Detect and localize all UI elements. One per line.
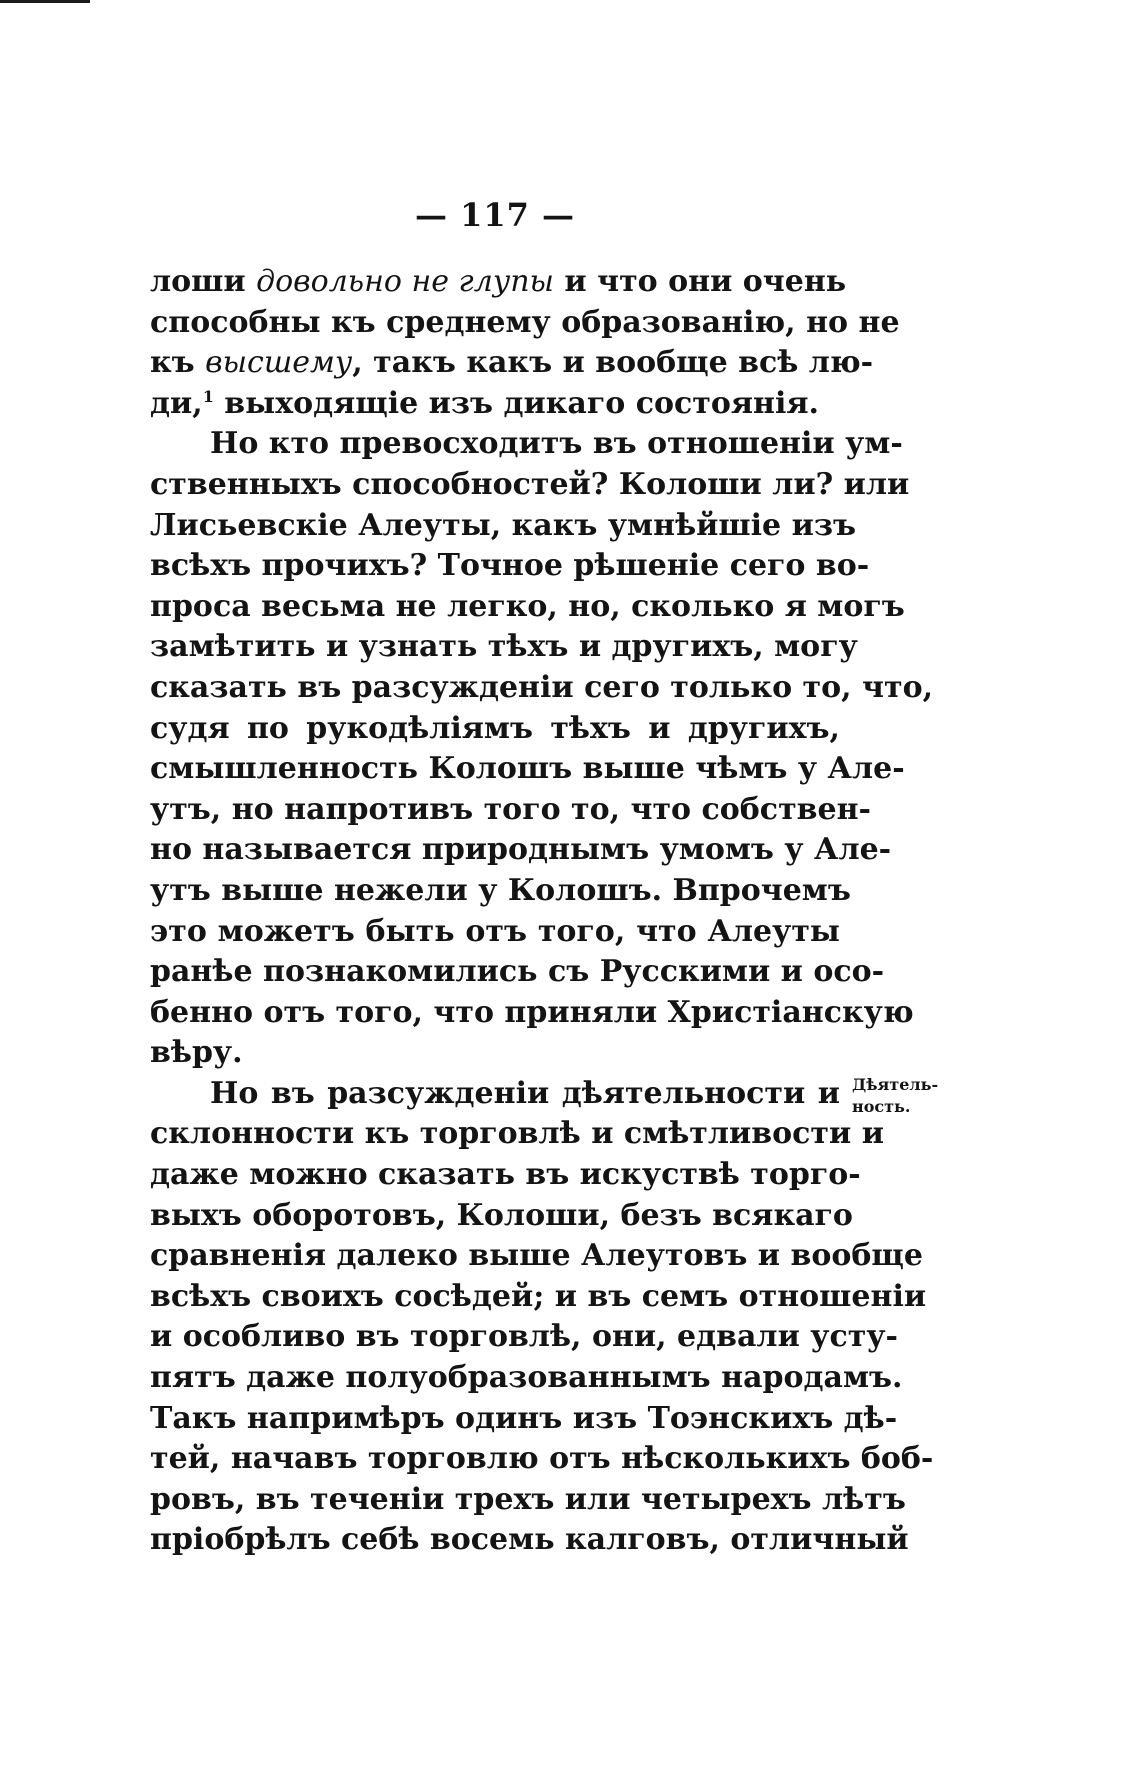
text-segment: вѣру. xyxy=(150,1035,243,1071)
text-line xyxy=(150,993,914,1034)
text-line xyxy=(150,587,905,628)
text-segment: всѣхъ прочихъ? Точное рѣшеніе сего во- xyxy=(150,548,870,584)
italic-text: довольно не глупы xyxy=(256,264,554,299)
text-line xyxy=(150,668,934,709)
italic-text: высшему xyxy=(205,345,353,381)
text-line xyxy=(150,1520,909,1561)
text-line xyxy=(150,424,903,465)
text-line xyxy=(150,1033,840,1074)
text-line xyxy=(150,1236,923,1277)
text-line xyxy=(150,790,871,831)
text-segment: Такъ напримѣръ одинъ изъ Тоэнскихъ дѣ- xyxy=(150,1400,898,1436)
text-line xyxy=(150,384,840,425)
text-line xyxy=(150,1399,898,1440)
text-segment: бенно отъ того, что приняли Христіанскую xyxy=(150,994,914,1030)
text-line xyxy=(150,627,858,668)
text-segment: сказать въ разсужденіи сего только то, что, xyxy=(150,669,934,705)
text-segment: утъ, но напротивъ того то, что собствен- xyxy=(150,791,871,827)
text-segment: склонности къ торговлѣ и смѣтливости и xyxy=(150,1116,884,1152)
text-segment: ственныхъ способностей? Колоши ли? или xyxy=(150,466,910,502)
text-segment: всѣхъ своихъ сосѣдей; и въ семъ отношеніи xyxy=(150,1278,927,1314)
text-line xyxy=(150,506,856,547)
text-segment: судя по рукодѣліямъ тѣхъ и другихъ, xyxy=(150,710,840,746)
text-line xyxy=(150,1196,853,1237)
text-segment: даже можно сказать въ искуствѣ торго- xyxy=(150,1157,861,1193)
text-line xyxy=(150,912,840,953)
text-segment: къ xyxy=(150,345,206,381)
text-segment: пятъ даже полуобразованнымъ народамъ. xyxy=(150,1360,903,1396)
text-segment: ровъ, въ теченіи трехъ или четырехъ лѣтъ xyxy=(150,1481,906,1517)
text-line xyxy=(150,1074,840,1115)
text-line xyxy=(150,1155,861,1196)
text-line xyxy=(150,546,870,587)
text-line xyxy=(150,1480,906,1521)
text-segment: лоши xyxy=(150,264,257,299)
text-line xyxy=(150,343,874,384)
text-segment: пріобрѣлъ себѣ восемь калговъ, отличный xyxy=(150,1522,909,1558)
footnote-marker: 1 xyxy=(202,386,214,406)
page-number: — 117 — xyxy=(414,196,576,234)
text-segment: выходящіе изъ дикаго состоянія. xyxy=(213,385,819,421)
text-segment: это можетъ быть отъ того, что Алеуты xyxy=(150,913,840,949)
text-segment: Но кто превосходитъ въ отношеніи ум- xyxy=(210,426,903,462)
text-segment: Лисьевскіе Алеуты, какъ умнѣйшіе изъ xyxy=(150,507,856,543)
text-line xyxy=(150,465,910,506)
text-segment: выхъ оборотовъ, Колоши, безъ всякаго xyxy=(150,1197,853,1233)
margin-note xyxy=(852,1074,962,1118)
text-segment: сравненія далеко выше Алеутовъ и вообще xyxy=(150,1238,923,1274)
top-rule xyxy=(0,0,90,3)
text-line xyxy=(150,1277,927,1318)
text-line xyxy=(150,871,851,912)
text-line xyxy=(150,1317,898,1358)
text-segment: и особливо въ торговлѣ, они, едвали усту- xyxy=(150,1319,898,1355)
text-line xyxy=(150,1114,884,1155)
text-line xyxy=(150,830,892,871)
text-line xyxy=(150,1358,903,1399)
text-line xyxy=(150,952,885,993)
text-segment: тей, начавъ торговлю отъ нѣсколькихъ боб- xyxy=(150,1441,934,1477)
margin-note-line: ность. xyxy=(852,1097,911,1116)
text-line xyxy=(150,749,905,790)
text-segment: ранѣе познакомились съ Русскими и осо- xyxy=(150,954,885,990)
body-text xyxy=(150,262,934,1561)
text-segment: проса весьма не легко, но, сколько я могъ xyxy=(150,588,905,624)
text-segment: , такъ какъ и вообще всѣ лю- xyxy=(352,345,874,381)
text-line xyxy=(150,709,840,750)
text-line xyxy=(150,262,847,303)
text-line xyxy=(150,1439,934,1480)
text-segment: замѣтить и узнать тѣхъ и другихъ, могу xyxy=(150,629,858,665)
text-segment: но называется природнымъ умомъ у Але- xyxy=(150,832,892,868)
text-segment: ди, xyxy=(150,385,203,421)
text-segment: утъ выше нежели у Колошъ. Впрочемъ xyxy=(150,872,851,908)
text-segment: смышленность Колошъ выше чѣмъ у Але- xyxy=(150,751,905,787)
text-line xyxy=(150,303,900,344)
text-segment: Но въ разсужденіи дѣятельности и xyxy=(210,1075,840,1111)
text-segment: и что они очень xyxy=(553,264,847,299)
text-segment: способны къ среднему образованію, но не xyxy=(150,304,900,340)
margin-note-line: Дѣятель- xyxy=(852,1075,939,1094)
